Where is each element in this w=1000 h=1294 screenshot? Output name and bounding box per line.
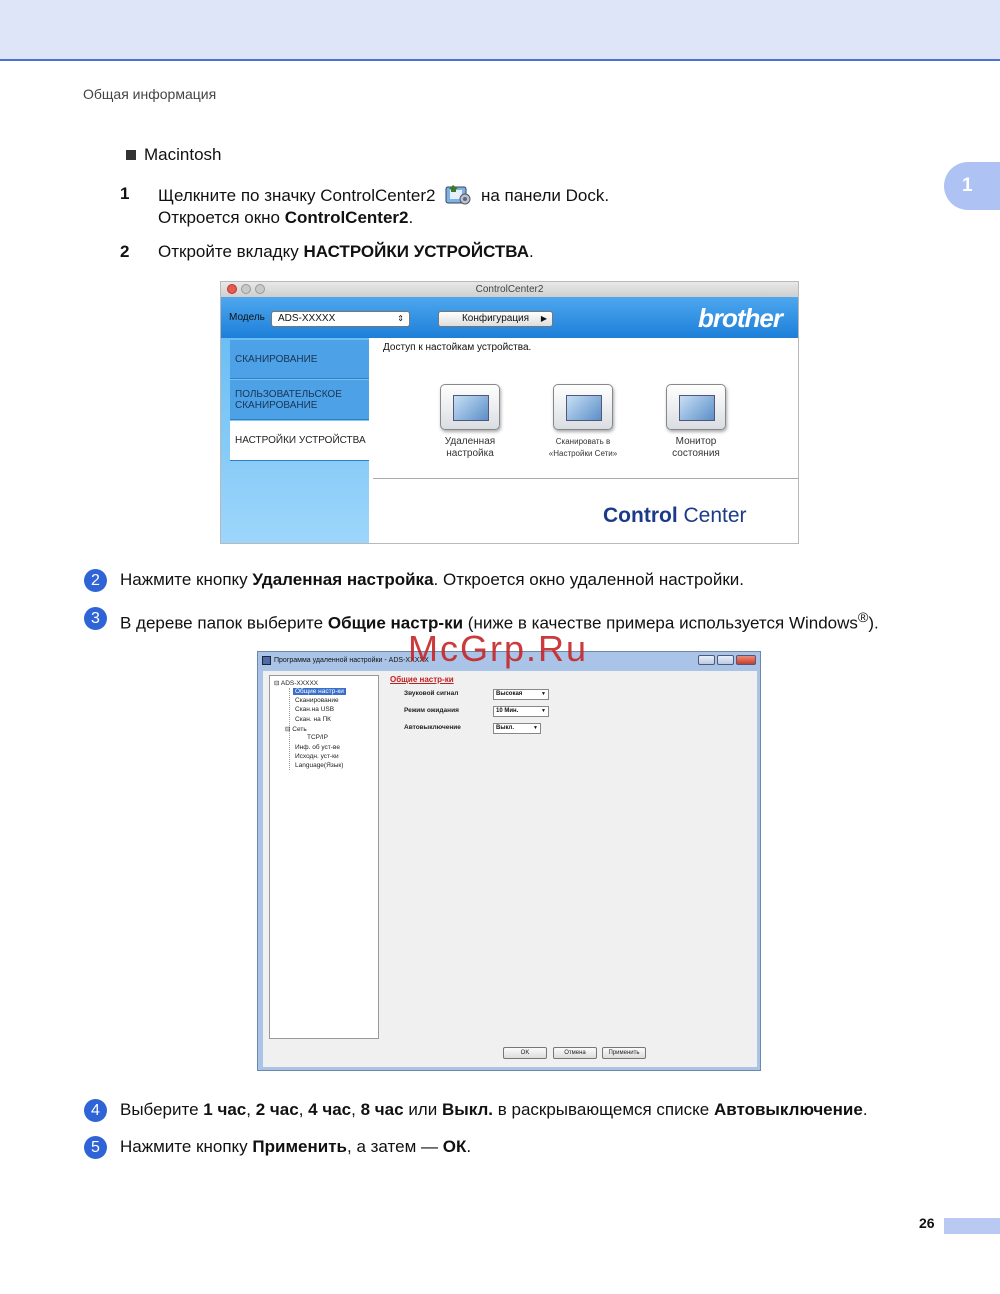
model-select[interactable] bbox=[271, 311, 410, 327]
step-text: . bbox=[862, 1100, 868, 1119]
sidebar-item-custom-scan[interactable] bbox=[230, 380, 369, 420]
controlcenter2-window bbox=[220, 281, 799, 544]
step-text: Щелкните по значку ControlCenter2 bbox=[158, 186, 436, 205]
sidebar-item-label: СКАНИРОВАНИЕ bbox=[235, 353, 318, 365]
step-bold-text: 2 час bbox=[255, 1100, 299, 1119]
tree-item-device-info[interactable]: Инф. об уст-ве bbox=[295, 744, 340, 751]
page-number-bar bbox=[944, 1218, 1000, 1234]
model-value: ADS-XXXXX bbox=[278, 313, 336, 324]
tool-label: «Настройки Сети» bbox=[548, 449, 618, 458]
step-text: В дереве папок выберите bbox=[120, 613, 324, 633]
chevron-down-icon: ▼ bbox=[533, 725, 538, 731]
app-icon bbox=[262, 656, 271, 665]
cancel-button[interactable]: Отмена bbox=[553, 1047, 597, 1059]
step-number-badge: 3 bbox=[84, 607, 107, 630]
scan-to-network-button[interactable] bbox=[533, 384, 633, 460]
step-bold-text: Удаленная настройка bbox=[252, 570, 434, 589]
remote-setup-icon bbox=[440, 384, 500, 430]
tree-item-scan-pc[interactable]: Скан. на ПК bbox=[295, 716, 331, 723]
step-text: Нажмите кнопку bbox=[120, 1137, 248, 1156]
step-bold-text: Общие настр-ки bbox=[327, 613, 464, 633]
model-label: Модель bbox=[229, 312, 265, 323]
select-value: Высокая bbox=[496, 691, 523, 697]
sleep-mode-select[interactable] bbox=[493, 706, 549, 717]
status-monitor-icon bbox=[666, 384, 726, 430]
zoom-icon[interactable] bbox=[255, 284, 265, 294]
window-title: Программа удаленной настройки - ADS-XXXXX bbox=[274, 657, 429, 664]
close-icon[interactable] bbox=[736, 655, 756, 665]
sidebar bbox=[221, 338, 369, 544]
step-text: , а затем — bbox=[347, 1137, 438, 1156]
tree-item-general[interactable]: Общие настр-ки bbox=[295, 688, 344, 695]
panel-title: Общие настр-ки bbox=[390, 675, 454, 684]
step-body bbox=[120, 1099, 868, 1121]
tree-item-network[interactable]: ⊟ Сеть bbox=[285, 726, 307, 733]
step-text: . bbox=[408, 208, 414, 227]
step-body bbox=[158, 183, 609, 228]
section-title: Общая информация bbox=[83, 86, 217, 102]
step-bold-text: Автовыключение bbox=[713, 1100, 863, 1119]
macintosh-label: Macintosh bbox=[144, 145, 222, 164]
tree-item-defaults[interactable]: Исходн. уст-ки bbox=[295, 753, 339, 760]
toolbar bbox=[221, 297, 798, 338]
watermark: McGrp.Ru bbox=[408, 628, 589, 669]
step-text: Выберите bbox=[120, 1100, 199, 1119]
sidebar-item-label: НАСТРОЙКИ УСТРОЙСТВА bbox=[235, 435, 366, 446]
divider bbox=[373, 478, 798, 479]
window-client bbox=[263, 671, 757, 1067]
step-number-badge: 4 bbox=[84, 1099, 107, 1122]
tool-label: Монитор bbox=[675, 436, 717, 447]
auto-power-off-label: Автовыключение bbox=[404, 724, 461, 731]
step-bold-text: 1 час bbox=[203, 1100, 247, 1119]
step-text: на панели Dock. bbox=[480, 186, 610, 205]
step-text: Откройте вкладку bbox=[158, 242, 299, 261]
step-text: , bbox=[298, 1100, 304, 1119]
step-text: . Откроется окно удаленной настройки. bbox=[433, 570, 745, 589]
step-bold-text: ControlCenter2 bbox=[284, 208, 409, 227]
logo-part: Center bbox=[683, 504, 747, 527]
updown-arrows-icon: ⇕ bbox=[397, 314, 404, 323]
sidebar-item-scan[interactable] bbox=[230, 340, 369, 379]
step-number: 2 bbox=[120, 242, 130, 261]
beep-select[interactable] bbox=[493, 689, 549, 700]
tree-label: Сеть bbox=[292, 726, 307, 733]
tree-item-scan-usb[interactable]: Скан.на USB bbox=[295, 706, 335, 713]
close-icon[interactable] bbox=[227, 284, 237, 294]
status-monitor-button[interactable] bbox=[646, 384, 746, 460]
chevron-down-icon: ▼ bbox=[541, 708, 546, 714]
step-number-badge: 2 bbox=[84, 569, 107, 592]
scan-to-network-icon bbox=[553, 384, 613, 430]
step-number: 1 bbox=[120, 184, 130, 203]
tool-label: Удаленная bbox=[444, 436, 496, 447]
step-bold-text: НАСТРОЙКИ УСТРОЙСТВА bbox=[303, 242, 530, 261]
page-number: 26 bbox=[919, 1215, 935, 1231]
sleep-mode-label: Режим ожидания bbox=[404, 707, 459, 714]
maximize-icon[interactable] bbox=[717, 655, 734, 665]
content-title: Доступ к настойкам устройства. bbox=[383, 342, 532, 353]
step-text: Нажмите кнопку bbox=[120, 570, 248, 589]
step-bold-text: Применить bbox=[252, 1137, 348, 1156]
sidebar-item-label: ПОЛЬЗОВАТЕЛЬСКОЕ bbox=[235, 388, 342, 400]
step-body bbox=[120, 1136, 471, 1158]
logo-part: Control bbox=[603, 504, 678, 527]
tool-label: состояния bbox=[672, 448, 720, 459]
folder-tree bbox=[269, 675, 379, 1039]
step-bold-text: 4 час bbox=[308, 1100, 352, 1119]
chapter-tab: 1 bbox=[944, 162, 1000, 210]
apply-button[interactable]: Применить bbox=[602, 1047, 646, 1059]
step-bold-text: Выкл. bbox=[441, 1100, 494, 1119]
step-text: Откроется окно bbox=[158, 208, 281, 227]
configuration-button[interactable] bbox=[438, 311, 553, 327]
triangle-right-icon: ▶ bbox=[540, 314, 547, 323]
window-controls bbox=[698, 655, 756, 665]
step-text: , bbox=[351, 1100, 356, 1119]
tree-label: ADS-XXXXX bbox=[280, 680, 319, 687]
remote-setup-window bbox=[257, 651, 761, 1071]
minimize-icon[interactable] bbox=[241, 284, 251, 294]
tree-root[interactable]: ⊟ ADS-XXXXX bbox=[274, 680, 319, 687]
step-text: в раскрывающемся списке bbox=[497, 1100, 710, 1119]
configuration-label: Конфигурация bbox=[461, 313, 530, 324]
remote-setup-button[interactable] bbox=[420, 384, 520, 460]
auto-power-off-select[interactable] bbox=[493, 723, 541, 734]
square-bullet-icon bbox=[126, 150, 136, 160]
tree-item-language[interactable]: Language(Язык) bbox=[295, 762, 344, 769]
step-text: ). bbox=[868, 613, 879, 633]
window-titlebar bbox=[221, 282, 798, 297]
sidebar-item-device-settings[interactable] bbox=[230, 421, 369, 461]
minimize-icon[interactable] bbox=[698, 655, 715, 665]
step-text: или bbox=[408, 1100, 438, 1119]
step-bold-text: ОК bbox=[442, 1137, 467, 1156]
window-controls bbox=[227, 284, 265, 294]
step-body bbox=[158, 241, 534, 262]
tool-label: настройка bbox=[446, 448, 494, 459]
window-title: ControlCenter2 bbox=[475, 284, 544, 295]
controlcenter2-icon bbox=[444, 183, 472, 207]
tree-item-tcpip[interactable]: TCP/IP bbox=[307, 734, 328, 741]
step-text: . bbox=[529, 242, 534, 261]
step-bold-text: 8 час bbox=[360, 1100, 404, 1119]
macintosh-bullet bbox=[126, 145, 221, 165]
beep-label: Звуковой сигнал bbox=[404, 690, 459, 697]
step-number-badge: 5 bbox=[84, 1136, 107, 1159]
registered-mark: ® bbox=[857, 610, 869, 626]
control-center-logo bbox=[603, 504, 747, 528]
top-header-band bbox=[0, 0, 1000, 61]
tree-item-scan[interactable]: Сканирование bbox=[295, 697, 339, 704]
brother-logo: brother bbox=[698, 303, 782, 333]
ok-button[interactable]: OK bbox=[503, 1047, 547, 1059]
chevron-down-icon: ▼ bbox=[541, 691, 546, 697]
step-body bbox=[120, 569, 744, 591]
step-text: . bbox=[466, 1137, 472, 1156]
sidebar-item-label: СКАНИРОВАНИЕ bbox=[235, 399, 318, 411]
tool-label: Сканировать в bbox=[555, 437, 611, 446]
select-value: 10 Мин. bbox=[496, 708, 519, 714]
select-value: Выкл. bbox=[496, 725, 515, 731]
step-text: (ниже в качестве примера используется Windows bbox=[467, 613, 858, 633]
step-text: , bbox=[246, 1100, 251, 1119]
